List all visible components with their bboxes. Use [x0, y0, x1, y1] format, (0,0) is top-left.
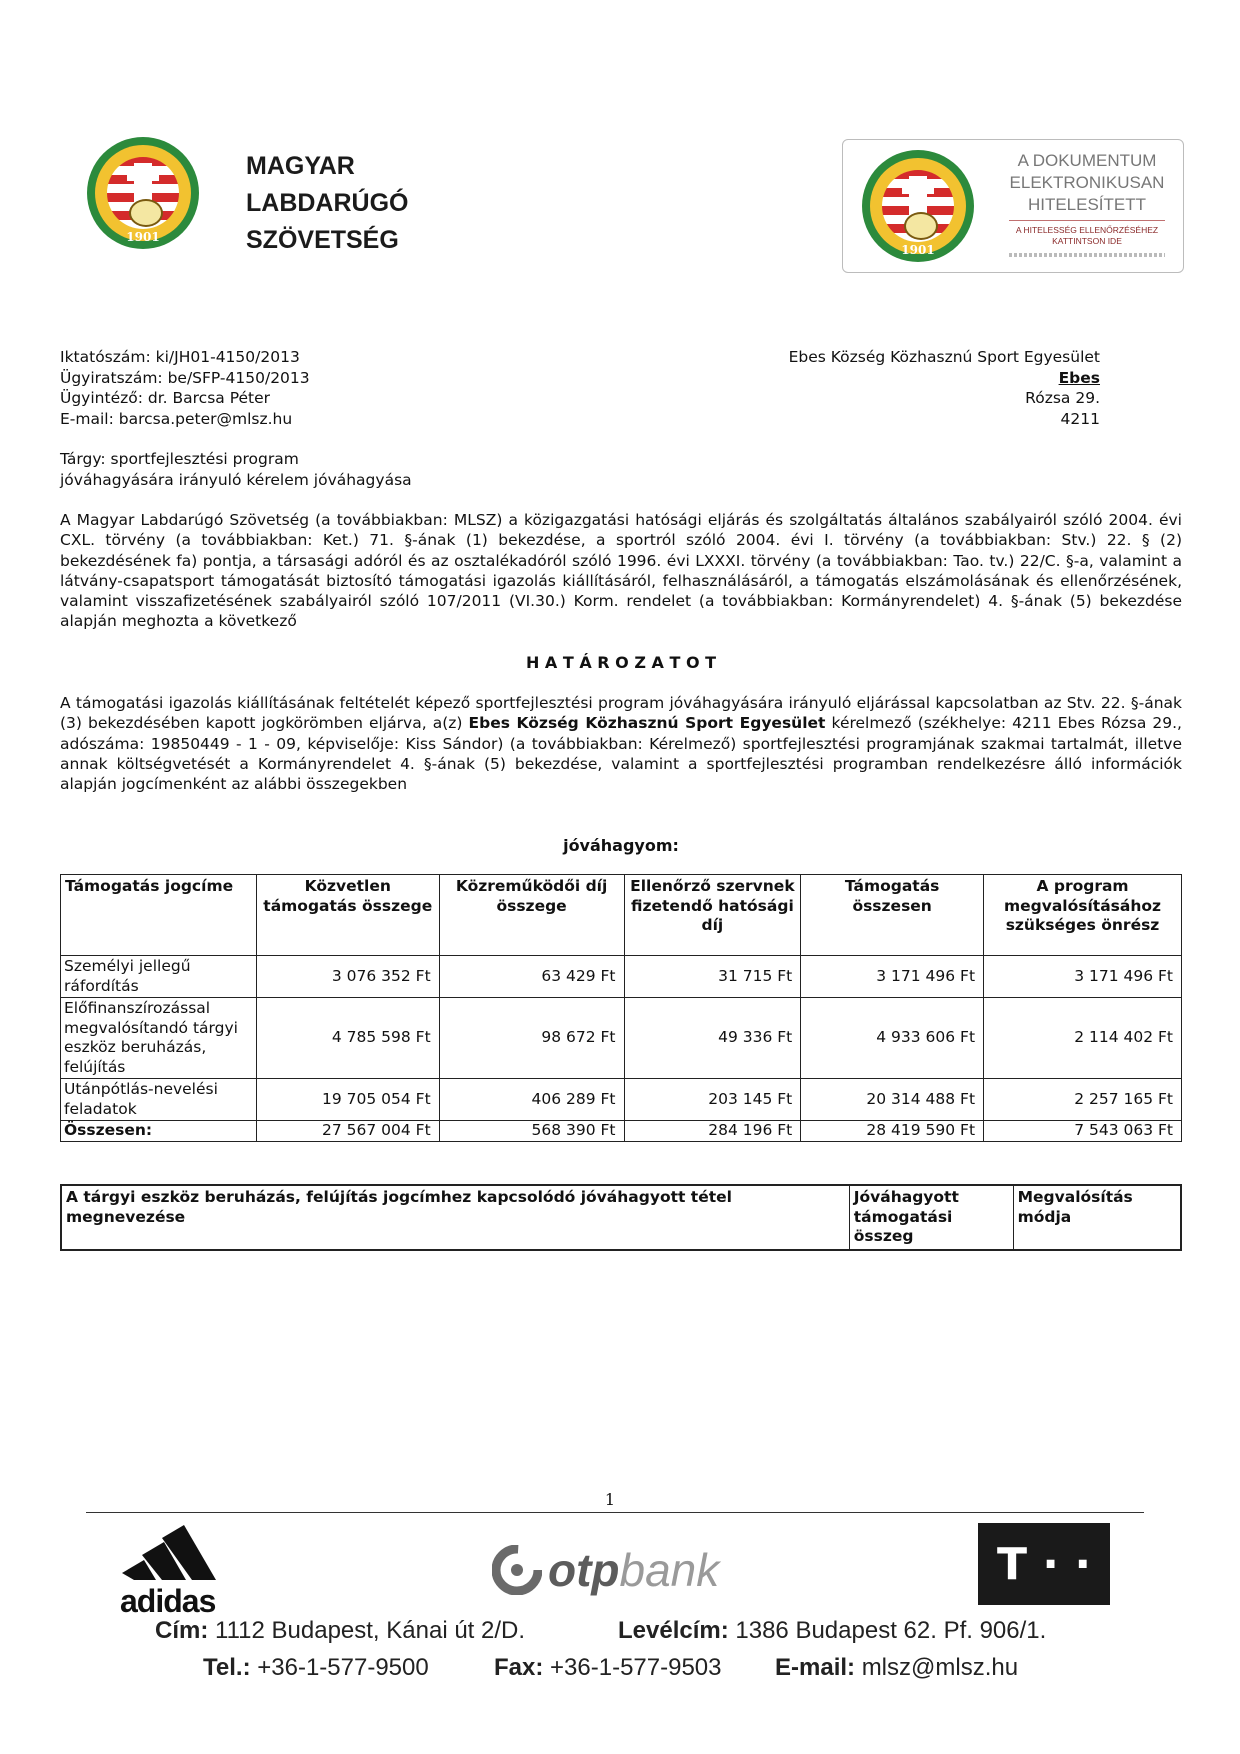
- fax-line: [494, 1654, 722, 1682]
- fax-value: +36-1-577-9503: [550, 1654, 722, 1681]
- org-name-line-2: LABDARÚGÓ: [246, 189, 409, 217]
- subject-block: [60, 449, 412, 490]
- table-row: [61, 956, 1182, 998]
- mail-value: 1386 Budapest 62. Pf. 906/1.: [735, 1617, 1047, 1644]
- cell-value: 20 314 488 Ft: [801, 1079, 984, 1121]
- auth-sub-line-1[interactable]: A HITELESSÉG ELLENŐRZÉSÉHEZ: [1015, 225, 1159, 235]
- subject-line-2: jóváhagyására irányuló kérelem jóváhagyása: [60, 470, 412, 489]
- footer-email-label: E-mail:: [775, 1654, 856, 1681]
- otpbank-logo: [492, 1540, 719, 1600]
- mail-address-line: [618, 1617, 1046, 1645]
- auth-divider: [1009, 220, 1165, 221]
- recipient-name: Ebes Község Közhasznú Sport Egyesület: [788, 348, 1100, 366]
- auth-seal-logo: [862, 150, 974, 262]
- adidas-wordmark: adidas: [120, 1583, 216, 1619]
- cell-value: 4 785 598 Ft: [256, 998, 439, 1079]
- address-label: Cím:: [155, 1617, 209, 1644]
- adidas-logo: [120, 1522, 246, 1619]
- approve-label: jóváhagyom:: [563, 836, 679, 855]
- auth-seal-year: 1901: [901, 243, 935, 257]
- total-label: Összesen:: [61, 1121, 257, 1142]
- cell-value: 3 171 496 Ft: [984, 956, 1182, 998]
- cell-value: 3 171 496 Ft: [801, 956, 984, 998]
- tel-label: Tel.:: [203, 1654, 251, 1681]
- table-header-row: [61, 875, 1182, 956]
- auth-title-line-1: A DOKUMENTUM: [1017, 151, 1157, 170]
- table-total-row: [61, 1121, 1182, 1142]
- org-name-line-1: MAGYAR: [246, 152, 355, 180]
- registration-number: Iktatószám: ki/JH01-4150/2013: [60, 348, 300, 366]
- decision-text-2: kérelmező (székhelye: 4211 Ebes Rózsa 29., adószáma: 19850449 - 1 - 09, képviselője: Kiss Sándor) (a továbbiakban: Kérelmező) sportfejlesztési programjának szakmai tartalmát, illetve annak költségvetését a Kormányrendelet 4. §-ának (5) bekezdése, valamint a sportfejlesztési programban rendelkezésre álló információk alapján jogcímenként az alábbi összegekben: [60, 714, 1182, 794]
- cell-value: 98 672 Ft: [439, 998, 624, 1079]
- decision-org-name: Ebes Község Közhasznú Sport Egyesület: [468, 714, 826, 733]
- cell-value: 4 933 606 Ft: [801, 998, 984, 1079]
- seal-year: 1901: [126, 230, 160, 244]
- table-row: [61, 998, 1182, 1079]
- adidas-stripes-icon: [120, 1522, 246, 1582]
- recipient-zip: 4211: [1060, 409, 1100, 428]
- mail-label: Levélcím:: [618, 1617, 729, 1644]
- col-header: Támogatás összesen: [801, 875, 984, 956]
- col-header: A program megvalósításához szükséges önrész: [984, 875, 1182, 956]
- footer-email-line: [775, 1654, 1018, 1682]
- mlsz-seal-logo: [87, 137, 199, 249]
- asset-investment-table: [60, 1184, 1182, 1251]
- cell-value: 3 076 352 Ft: [256, 956, 439, 998]
- telekom-logo: T · ·: [978, 1523, 1110, 1605]
- col-header: Közreműködői díj összege: [439, 875, 624, 956]
- table-header-row: [61, 1185, 1181, 1250]
- cell-value: 406 289 Ft: [439, 1079, 624, 1121]
- row-label: Előfinanszírozással megvalósítandó tárgyi eszköz beruházás, felújítás: [61, 998, 257, 1079]
- footer-divider: [86, 1512, 1144, 1513]
- total-value: 568 390 Ft: [439, 1121, 624, 1142]
- footer-email-value[interactable]: mlsz@mlsz.hu: [861, 1654, 1019, 1681]
- recipient-address: [789, 347, 1100, 429]
- org-name: [246, 148, 409, 259]
- auth-fine-print: [1009, 253, 1165, 257]
- cell-value: 2 257 165 Ft: [984, 1079, 1182, 1121]
- electronic-authentication-badge[interactable]: [842, 139, 1184, 273]
- intro-paragraph: A Magyar Labdarúgó Szövetség (a továbbiakban: MLSZ) a közigazgatási hatósági eljárás és szolgáltatás általános szabályairól szóló 2004. évi CXL. törvény (a továbbiakban: Ket.) 71. §-ának (1) bekezdése, a sportról szóló 2004. évi I. törvény (a továbbiakban: Stv.) 22. § (2) bekezdésének fa) pontja, a társasági adóról és az osztalékadóról szóló 1996. évi LXXXI. törvény (a továbbiakban: Tao. tv.) 22/C. §-a, valamint a látvány-csapatsport támogatását biztosító támogatási igazolás kiállításáról, felhasználásáról, a támogatás elszámolásának és ellenőrzésének, valamint visszafizetésének szabályairól szóló 107/2011 (VI.30.) Korm. rendelet (a továbbiakban: Kormányrendelet) 4. §-ának (5) bekezdése alapján meghozta a következő: [60, 511, 1182, 631]
- subject-line-1: Tárgy: sportfejlesztési program: [60, 450, 299, 468]
- decision-heading: H A T Á R O Z A T O T: [525, 653, 717, 672]
- fax-label: Fax:: [494, 1654, 544, 1681]
- row-label: Utánpótlás-nevelési feladatok: [61, 1079, 257, 1121]
- cell-value: 2 114 402 Ft: [984, 998, 1182, 1079]
- case-number: Ügyiratszám: be/SFP-4150/2013: [60, 368, 310, 387]
- reference-block: [60, 347, 310, 429]
- cell-value: 49 336 Ft: [624, 998, 801, 1079]
- col-header: A tárgyi eszköz beruházás, felújítás jogcímhez kapcsolódó jóváhagyott tétel megnevezése: [61, 1185, 849, 1250]
- page-number: 1: [604, 1490, 616, 1509]
- col-header: Megvalósítás módja: [1013, 1185, 1181, 1250]
- auth-sub-line-2[interactable]: KATTINTSON IDE: [1052, 236, 1122, 246]
- otp-swirl-icon: [492, 1545, 542, 1595]
- total-value: 284 196 Ft: [624, 1121, 801, 1142]
- cell-value: 63 429 Ft: [439, 956, 624, 998]
- recipient-city: Ebes: [1058, 368, 1100, 387]
- cell-value: 31 715 Ft: [624, 956, 801, 998]
- table-row: [61, 1079, 1182, 1121]
- bank-wordmark: bank: [619, 1544, 720, 1596]
- recipient-street: Rózsa 29.: [1025, 389, 1100, 407]
- row-label: Személyi jellegű ráfordítás: [61, 956, 257, 998]
- cell-value: 19 705 054 Ft: [256, 1079, 439, 1121]
- org-name-line-3: SZÖVETSÉG: [246, 226, 399, 254]
- auth-title-line-3: HITELESÍTETT: [1027, 195, 1147, 214]
- auth-text: [1003, 150, 1171, 257]
- auth-title-line-2: ELEKTRONIKUSAN: [1009, 173, 1165, 192]
- tel-value: +36-1-577-9500: [257, 1654, 429, 1681]
- case-officer: Ügyintéző: dr. Barcsa Péter: [60, 389, 271, 407]
- col-header: Jóváhagyott támogatási összeg: [849, 1185, 1013, 1250]
- decision-paragraph: [60, 693, 1182, 794]
- cell-value: 203 145 Ft: [624, 1079, 801, 1121]
- total-value: 27 567 004 Ft: [256, 1121, 439, 1142]
- support-amounts-table: [60, 874, 1182, 1142]
- phone-line: [203, 1654, 429, 1682]
- col-header: Támogatás jogcíme: [61, 875, 257, 956]
- total-value: 7 543 063 Ft: [984, 1121, 1182, 1142]
- col-header: Közvetlen támogatás összege: [256, 875, 439, 956]
- address-line: [155, 1617, 525, 1645]
- address-value: 1112 Budapest, Kánai út 2/D.: [215, 1617, 526, 1644]
- col-header: Ellenőrző szervnek fizetendő hatósági díj: [624, 875, 801, 956]
- otp-wordmark: otp: [548, 1544, 620, 1596]
- total-value: 28 419 590 Ft: [801, 1121, 984, 1142]
- officer-email: E-mail: barcsa.peter@mlsz.hu: [60, 409, 293, 428]
- decision-text-1: A támogatási igazolás kiállításának feltételét képező sportfejlesztési program jóváhagyására irányuló eljárással kapcsolatban az Stv. 22. §-ának (3) bekezdésében kapott jogkörömben eljárva, a(z): [60, 694, 1182, 733]
